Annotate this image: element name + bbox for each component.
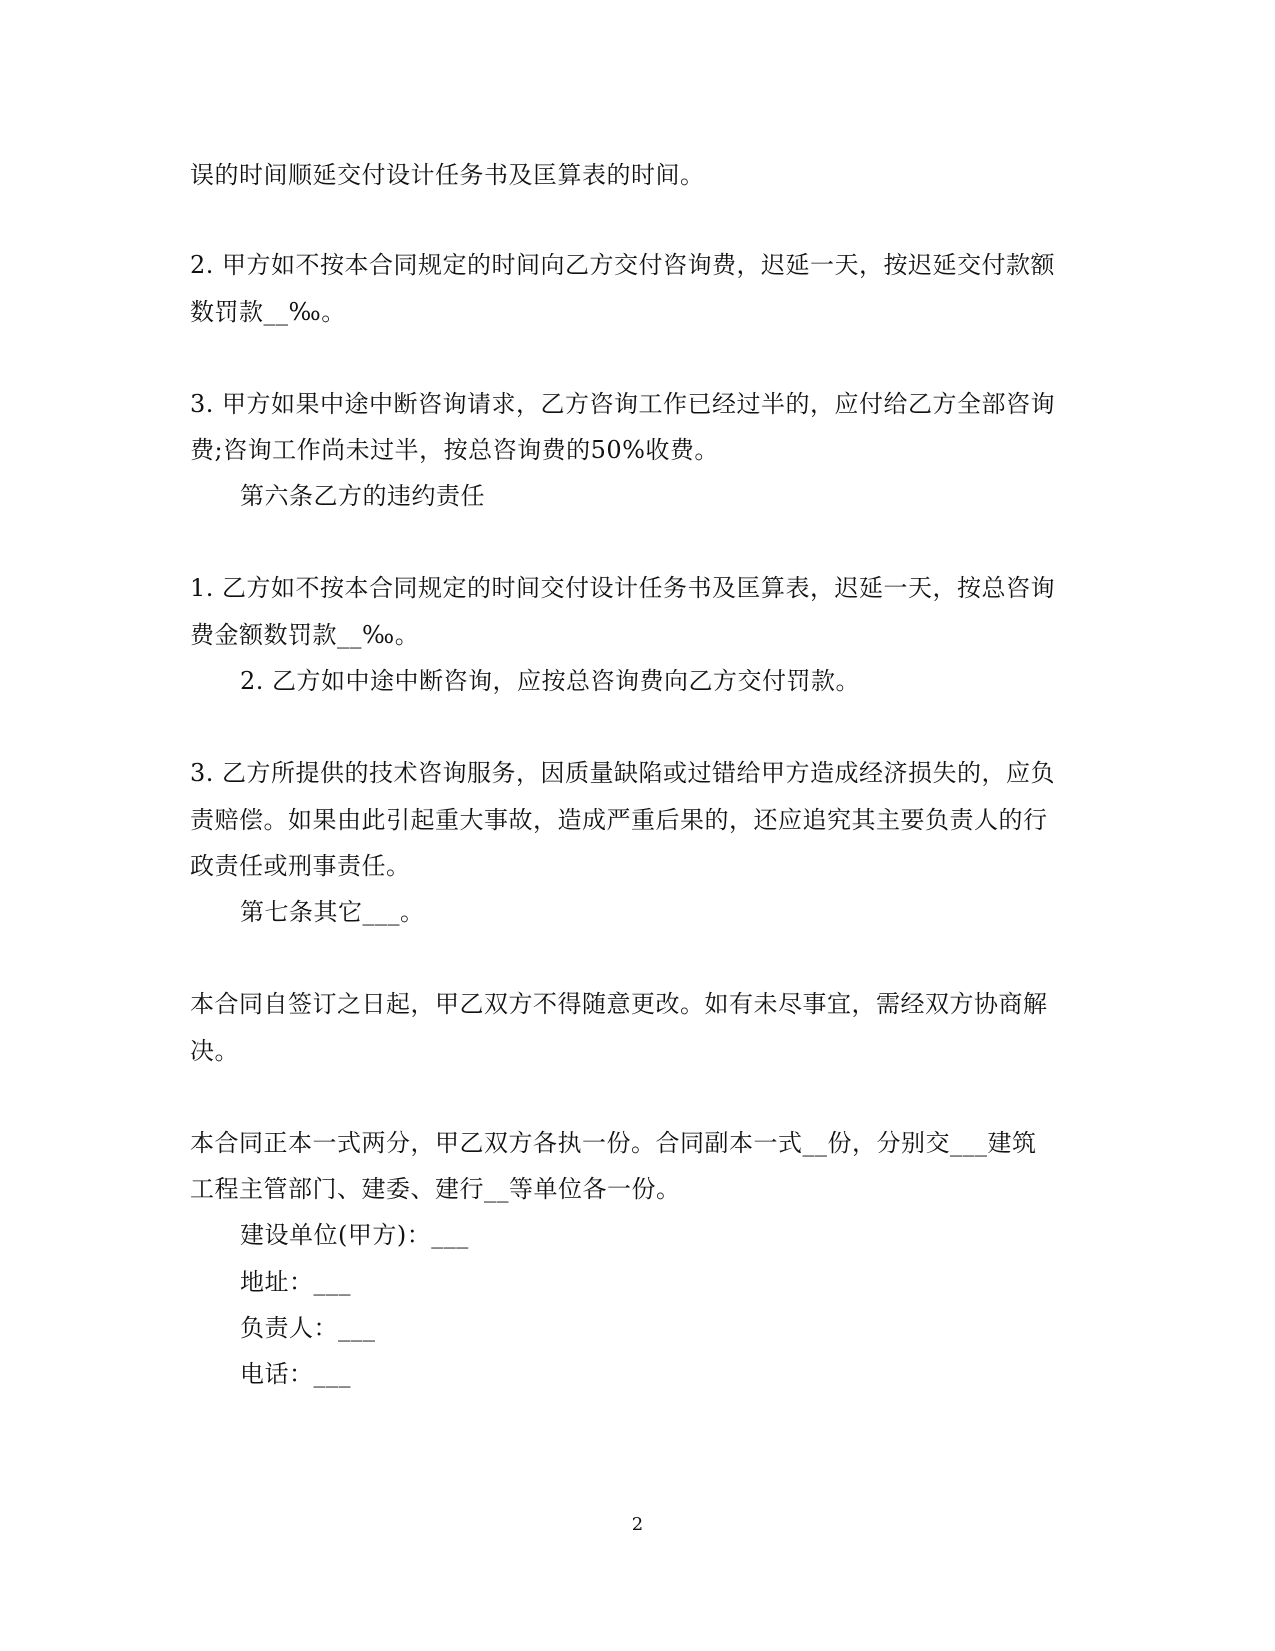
section-heading: 第六条乙方的违约责任	[240, 482, 485, 510]
paragraph-line: 数罚款__‰。	[190, 298, 346, 326]
paragraph-line: 决。	[190, 1037, 239, 1065]
page-number: 2	[631, 1514, 644, 1535]
paragraph-line: 费金额数罚款__‰。	[190, 621, 420, 649]
paragraph-line: 3. 甲方如果中途中断咨询请求，乙方咨询工作已经过半的，应付给乙方全部咨询	[190, 390, 1056, 418]
signature-field: 地址：___	[240, 1268, 351, 1296]
paragraph-line: 1. 乙方如不按本合同规定的时间交付设计任务书及匡算表，迟延一天，按总咨询	[190, 574, 1056, 602]
signature-field: 建设单位(甲方)：___	[240, 1221, 469, 1249]
paragraph-line: 工程主管部门、建委、建行__等单位各一份。	[190, 1175, 681, 1203]
section-heading: 第七条其它___。	[240, 898, 425, 926]
paragraph-line: 责赔偿。如果由此引起重大事故，造成严重后果的，还应追究其主要负责人的行	[190, 806, 1048, 834]
paragraph-line: 本合同正本一式两分，甲乙双方各执一份。合同副本一式__份，分别交___建筑	[190, 1129, 1037, 1157]
paragraph-line: 费;咨询工作尚未过半，按总咨询费的50%收费。	[190, 436, 719, 464]
paragraph-line: 误的时间顺延交付设计任务书及匡算表的时间。	[190, 161, 705, 189]
signature-field: 电话：___	[240, 1360, 351, 1388]
signature-field: 负责人：___	[240, 1314, 376, 1342]
paragraph-line: 政责任或刑事责任。	[190, 852, 411, 880]
paragraph-line: 2. 甲方如不按本合同规定的时间向乙方交付咨询费，迟延一天，按迟延交付款额	[190, 251, 1056, 279]
paragraph-line: 2. 乙方如中途中断咨询，应按总咨询费向乙方交付罚款。	[240, 667, 861, 695]
paragraph-line: 本合同自签订之日起，甲乙双方不得随意更改。如有未尽事宜，需经双方协商解	[190, 990, 1048, 1018]
paragraph-line: 3. 乙方所提供的技术咨询服务，因质量缺陷或过错给甲方造成经济损失的，应负	[190, 759, 1056, 787]
